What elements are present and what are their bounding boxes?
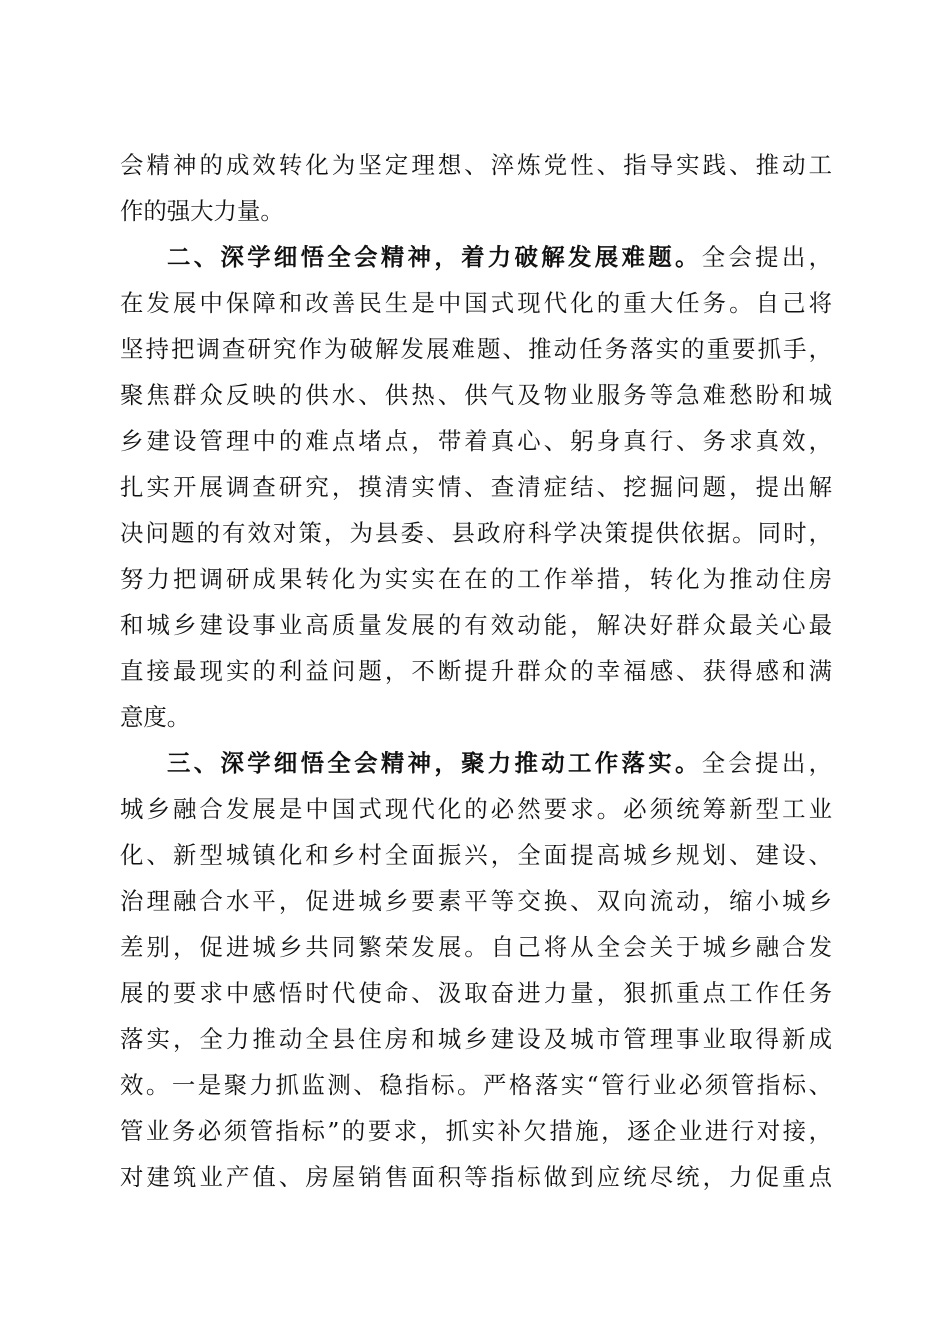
paragraph-3-heading: 三、深学细悟全会精神，聚力推动工作落实。 bbox=[167, 749, 702, 777]
paragraph-2-line-1 bbox=[167, 234, 832, 280]
paragraph-3-line-2: 城乡融合发展是中国式现代化的必然要求。必须统筹新型工业 bbox=[120, 795, 832, 823]
paragraph-2-line-11: 意度。 bbox=[120, 703, 191, 731]
paragraph-3-line-4: 治理融合水平，促进城乡要素平等交换、双向流动，缩小城乡 bbox=[120, 887, 832, 915]
paragraph-3-line-6: 展的要求中感悟时代使命、汲取奋进力量，狠抓重点工作任务 bbox=[120, 979, 832, 1007]
paragraph-2-line-2: 在发展中保障和改善民生是中国式现代化的重大任务。自己将 bbox=[120, 289, 832, 317]
paragraph-2-lead: 全会提出， bbox=[701, 243, 833, 271]
paragraph-2-heading: 二、深学细悟全会精神，着力破解发展难题。 bbox=[167, 243, 702, 271]
paragraph-2-line-5: 乡建设管理中的难点堵点，带着真心、躬身真行、务求真效， bbox=[120, 427, 832, 455]
paragraph-3-line-5: 差别，促进城乡共同繁荣发展。自己将从全会关于城乡融合发 bbox=[120, 933, 832, 961]
paragraph-1-line-2: 作的强大力量。 bbox=[120, 197, 284, 225]
paragraph-3-line-3: 化、新型城镇化和乡村全面振兴，全面提高城乡规划、建设、 bbox=[120, 841, 832, 869]
paragraph-1-line-1: 会精神的成效转化为坚定理想、淬炼党性、指导实践、推动工 bbox=[120, 151, 832, 179]
paragraph-3-line-9: 管业务必须管指标”的要求，抓实补欠措施，逐企业进行对接， bbox=[120, 1117, 832, 1145]
paragraph-3-line-8: 效。一是聚力抓监测、稳指标。严格落实“管行业必须管指标、 bbox=[120, 1071, 832, 1099]
paragraph-3-lead: 全会提出， bbox=[701, 749, 833, 777]
paragraph-3-line-1 bbox=[167, 740, 832, 786]
paragraph-2-line-8: 努力把调研成果转化为实实在在的工作举措，转化为推动住房 bbox=[120, 565, 832, 593]
paragraph-3-line-7: 落实，全力推动全县住房和城乡建设及城市管理事业取得新成 bbox=[120, 1025, 832, 1053]
paragraph-2-line-3: 坚持把调查研究作为破解发展难题、推动任务落实的重要抓手， bbox=[120, 335, 832, 363]
paragraph-2-line-10: 直接最现实的利益问题，不断提升群众的幸福感、获得感和满 bbox=[120, 657, 832, 685]
paragraph-3-line-10: 对建筑业产值、房屋销售面积等指标做到应统尽统，力促重点 bbox=[120, 1163, 832, 1191]
paragraph-2-line-9: 和城乡建设事业高质量发展的有效动能，解决好群众最关心最 bbox=[120, 611, 832, 639]
paragraph-2-line-6: 扎实开展调查研究，摸清实情、查清症结、挖掘问题，提出解 bbox=[120, 473, 832, 501]
paragraph-2-line-4: 聚焦群众反映的供水、供热、供气及物业服务等急难愁盼和城 bbox=[120, 381, 832, 409]
paragraph-2-line-7: 决问题的有效对策，为县委、县政府科学决策提供依据。同时， bbox=[120, 519, 832, 547]
